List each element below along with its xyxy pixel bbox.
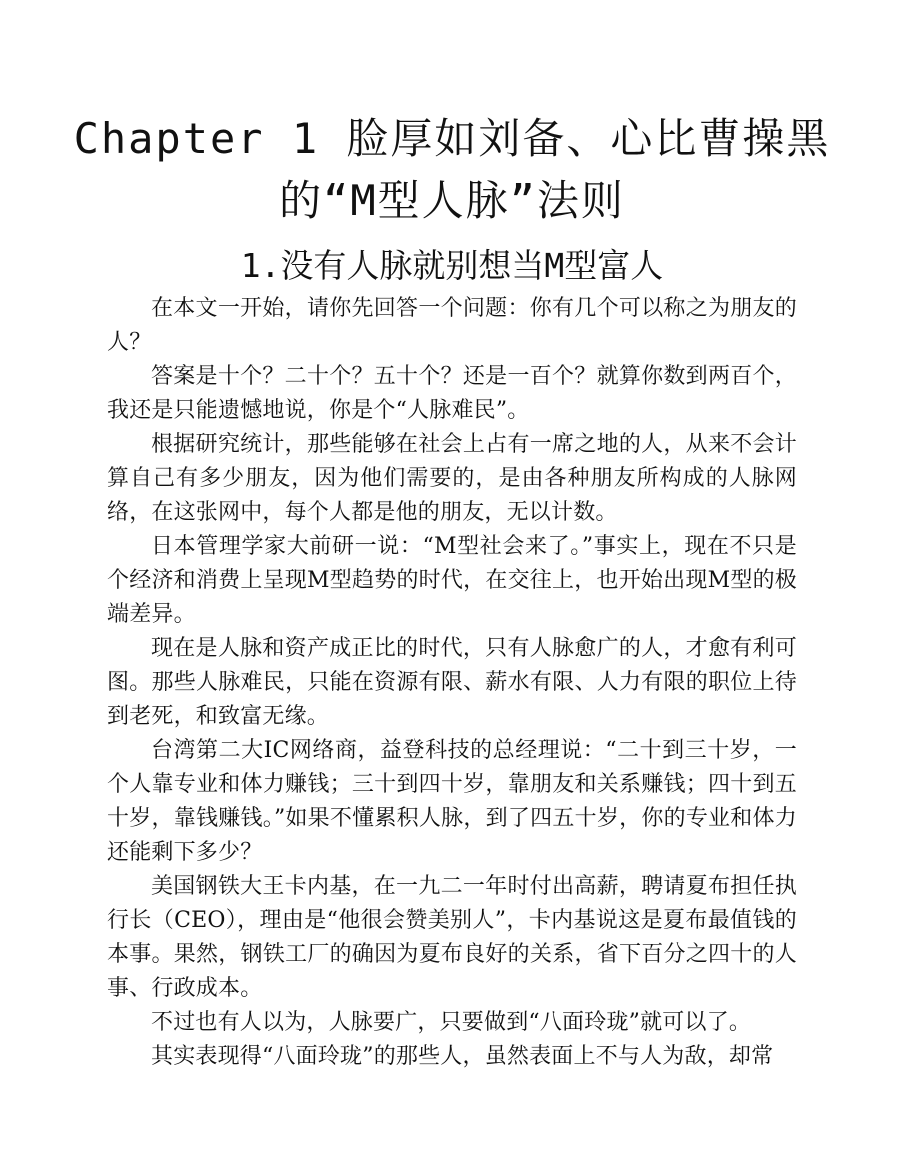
paragraph: 台湾第二大IC网络商，益登科技的总经理说：“二十到三十岁，一个人靠专业和体力赚钱；三十到四十岁，靠朋友和关系赚钱；四十到五十岁，靠钱赚钱。”如果不懂累积人脉，到了四五十岁，你的专业和体力还能剩下多少？ [107, 738, 797, 865]
section-title: 1.没有人脉就别想当M型富人 [240, 246, 664, 285]
paragraph: 答案是十个？二十个？五十个？还是一百个？就算你数到两百个，我还是只能遗憾地说，你是个“人脉难民”。 [107, 364, 797, 423]
paragraph: 不过也有人以为，人脉要广，只要做到“八面玲珑”就可以了。 [151, 1010, 752, 1035]
paragraph: 美国钢铁大王卡内基，在一九二一年时付出高薪，聘请夏布担任执行长（CEO），理由是“他很会赞美别人”，卡内基说这是夏布最值钱的本事。果然，钢铁工厂的确因为夏布良好的关系，省下百分之四十的人事、行政成本。 [107, 874, 797, 1001]
body-text [107, 292, 797, 1074]
paragraph: 其实表现得“八面玲珑”的那些人，虽然表面上不与人为敌，却常 [151, 1044, 774, 1069]
paragraph: 现在是人脉和资产成正比的时代，只有人脉愈广的人，才愈有利可图。那些人脉难民，只能在资源有限、薪水有限、人力有限的职位上待到老死，和致富无缘。 [107, 636, 797, 729]
paragraph: 日本管理学家大前研一说：“M型社会来了。”事实上，现在不只是个经济和消费上呈现M型趋势的时代，在交往上，也开始出现M型的极端差异。 [107, 534, 797, 627]
paragraph: 在本文一开始，请你先回答一个问题：你有几个可以称之为朋友的人？ [107, 296, 797, 355]
chapter-title: Chapter 1 脸厚如刘备、心比曹操黑的“M型人脉”法则 [73, 114, 831, 225]
paragraph: 根据研究统计，那些能够在社会上占有一席之地的人，从来不会计算自己有多少朋友，因为他们需要的，是由各种朋友所构成的人脉网络，在这张网中，每个人都是他的朋友，无以计数。 [107, 432, 797, 525]
